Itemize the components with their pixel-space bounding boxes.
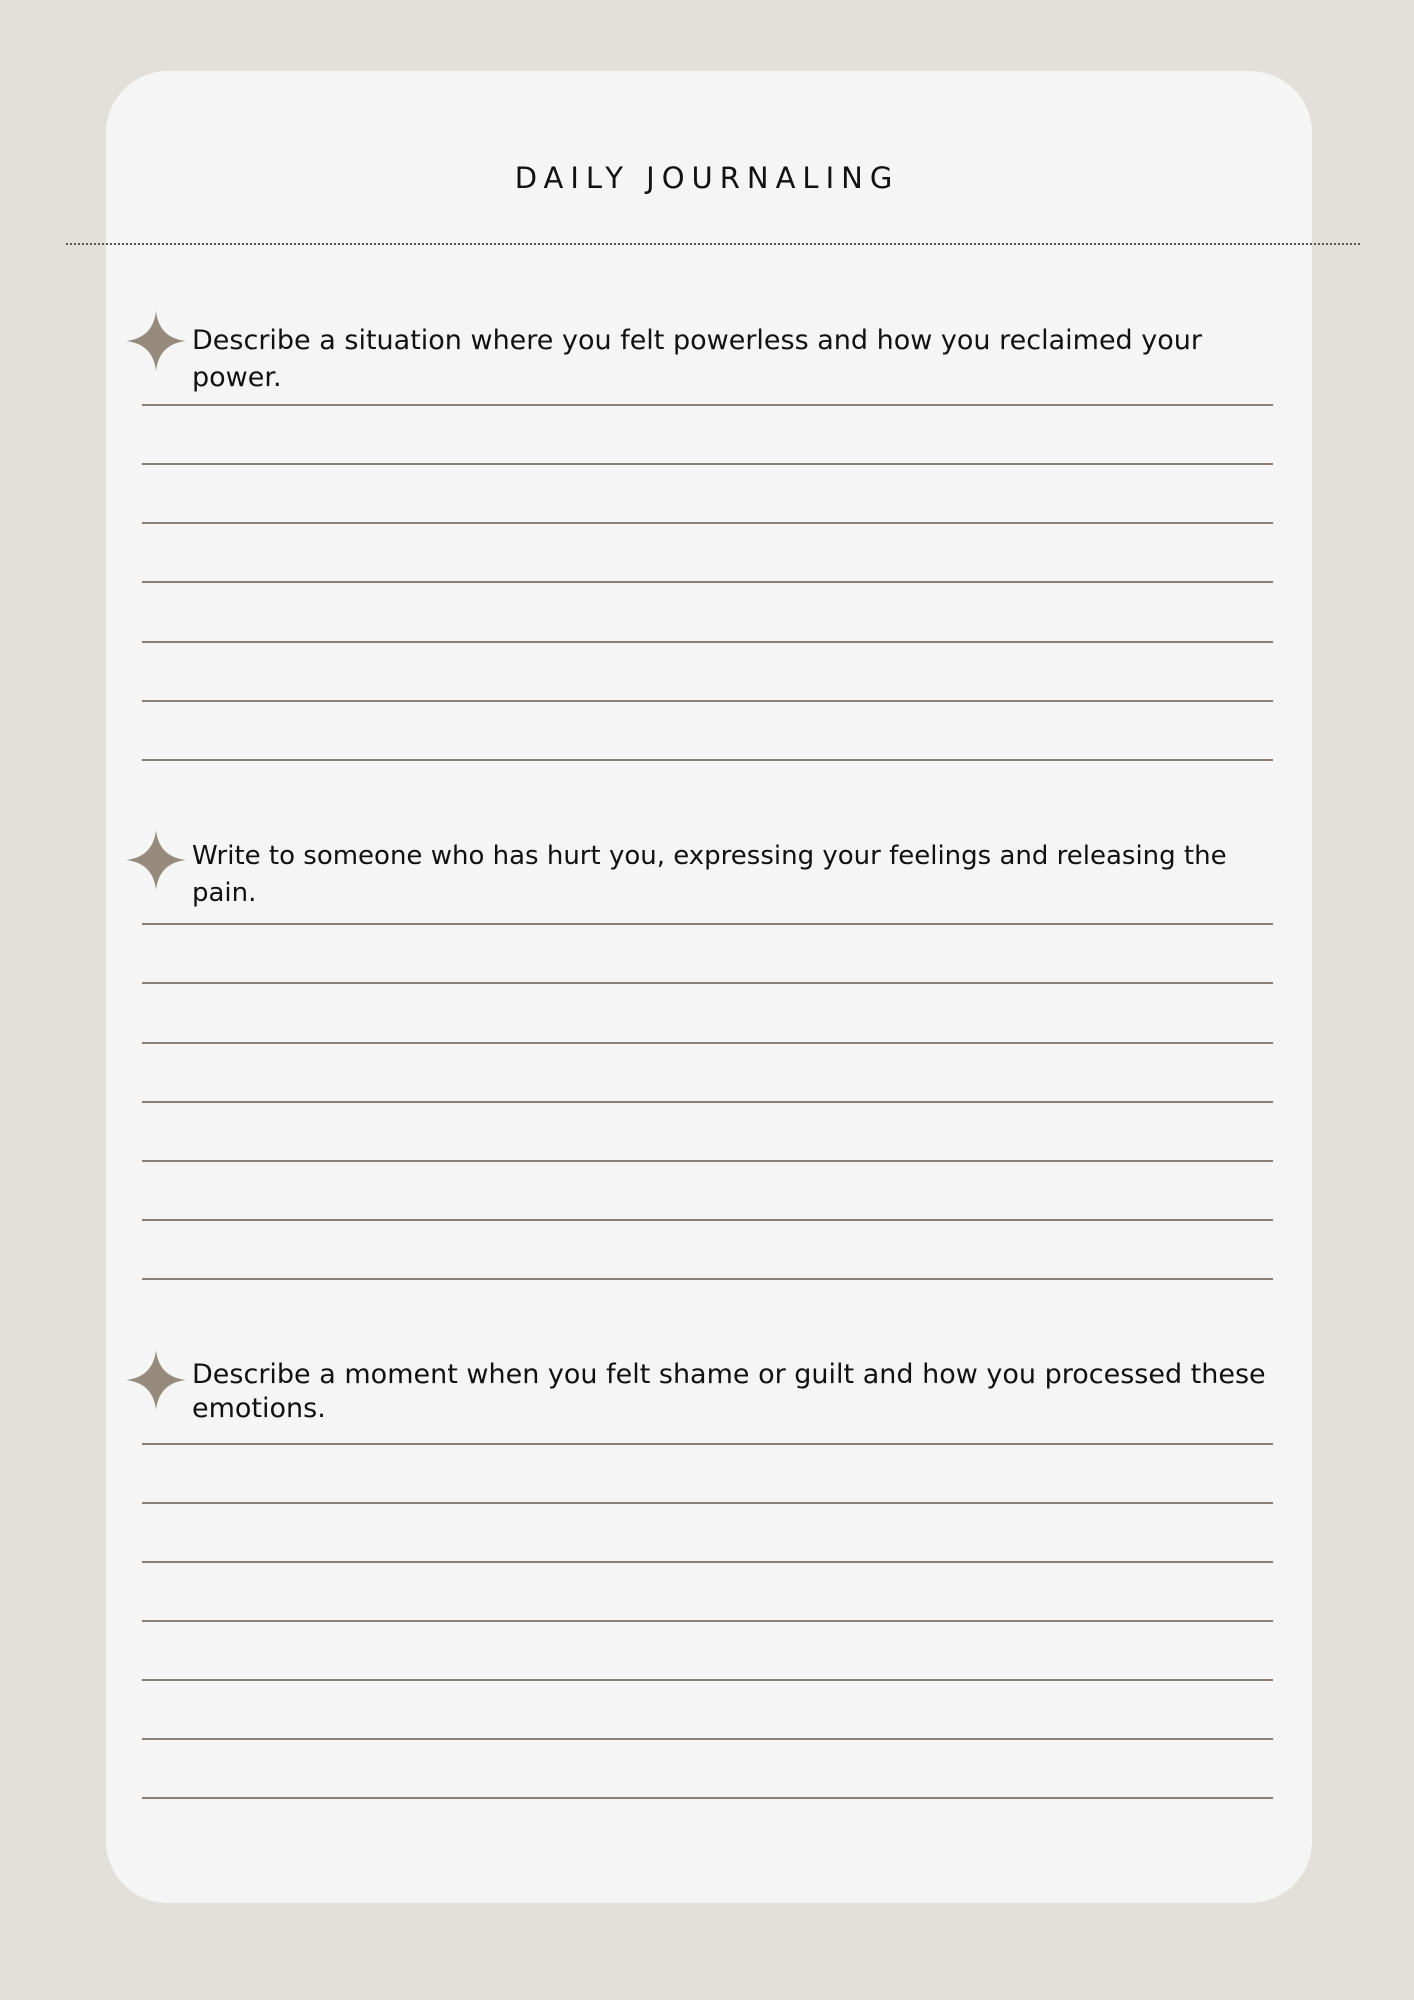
writing-line[interactable] [142,1738,1273,1740]
title-divider [66,243,1360,245]
sparkle-star-icon [126,1350,186,1410]
writing-line[interactable] [142,1042,1273,1044]
writing-line[interactable] [142,1797,1273,1799]
writing-line[interactable] [142,404,1273,406]
writing-line[interactable] [142,700,1273,702]
writing-line[interactable] [142,1443,1273,1445]
prompt-text: Write to someone who has hurt you, expressing your feelings and releasing the pain. [192,841,1227,908]
prompt-text: Describe a situation where you felt powerless and how you reclaimed your power. [192,325,1202,393]
writing-line[interactable] [142,1561,1273,1563]
writing-line[interactable] [142,982,1273,984]
writing-line[interactable] [142,1502,1273,1504]
writing-line[interactable] [142,1160,1273,1162]
writing-line[interactable] [142,641,1273,643]
page-title: DAILY JOURNALING [514,161,900,195]
sparkle-star-icon [126,830,186,890]
writing-line[interactable] [142,1101,1273,1103]
writing-line[interactable] [142,581,1273,583]
writing-line[interactable] [142,923,1273,925]
writing-line[interactable] [142,1679,1273,1681]
sparkle-star-icon [126,311,186,371]
writing-line[interactable] [142,522,1273,524]
writing-line[interactable] [142,1620,1273,1622]
writing-line[interactable] [142,1219,1273,1221]
writing-line[interactable] [142,1278,1273,1280]
writing-line[interactable] [142,463,1273,465]
writing-line[interactable] [142,759,1273,761]
prompt-text: Describe a moment when you felt shame or guilt and how you processed these emotions. [192,1359,1266,1424]
